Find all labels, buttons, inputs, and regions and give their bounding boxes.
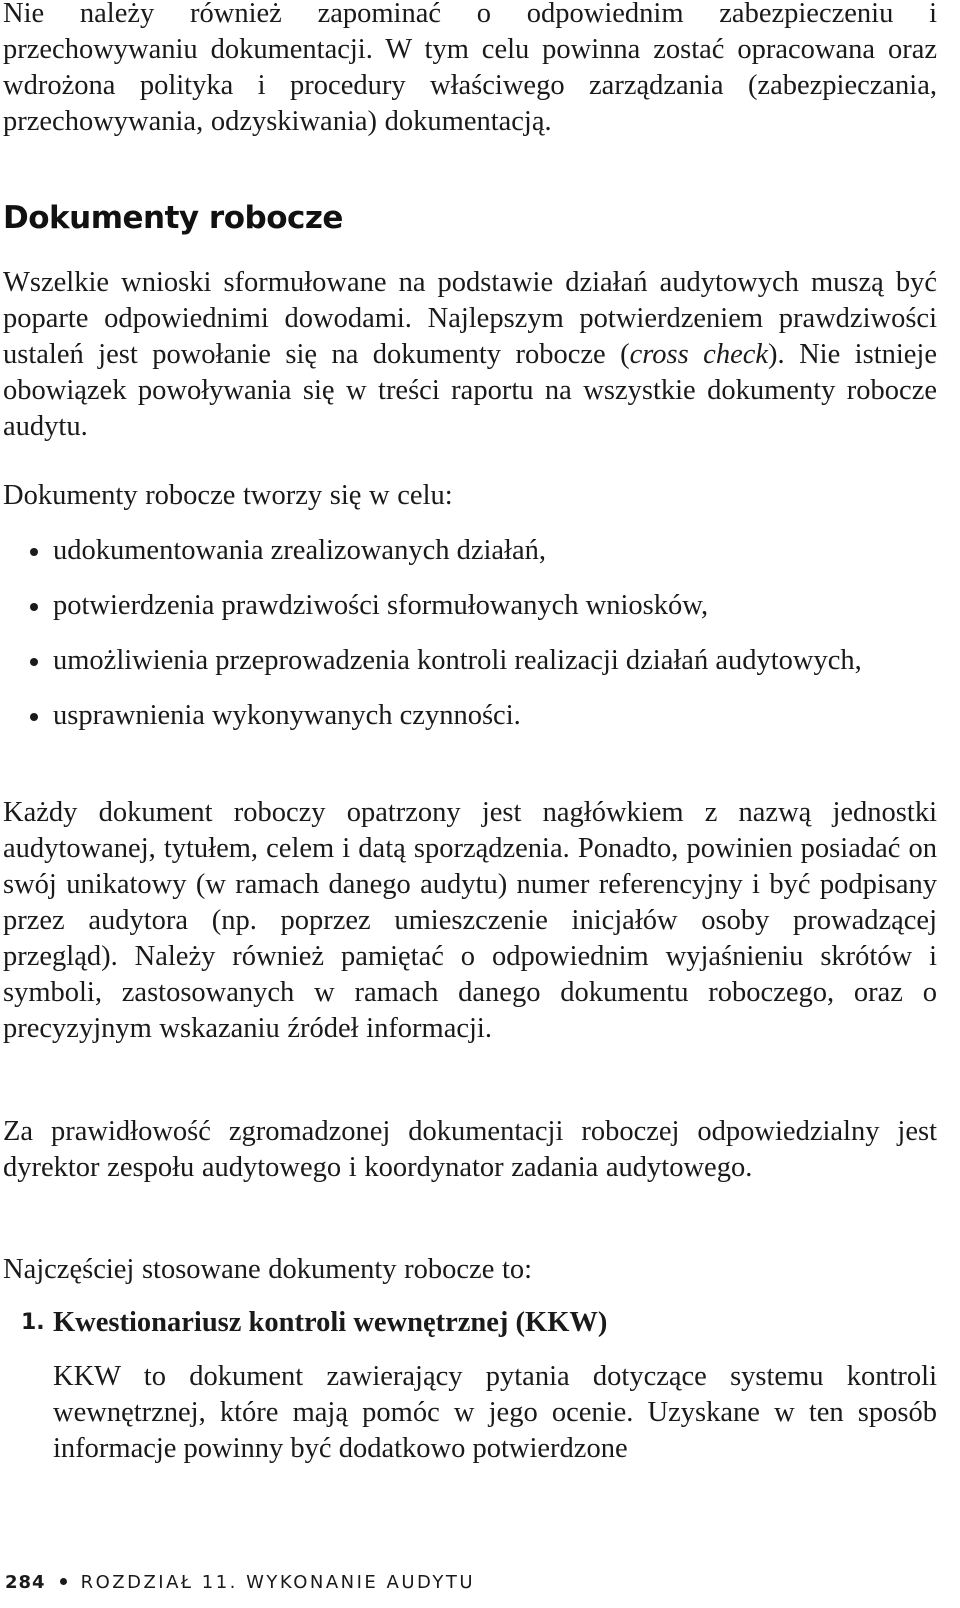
- numbered-item: [3, 1305, 937, 1467]
- section-paragraph-1-text-b: ). Nie istnieje obowiązek powoływania się w treści raportu na wszystkie dokumenty robocze audytu.: [3, 339, 937, 442]
- bullet-list: [3, 533, 937, 734]
- chapter-title: ROZDZIAŁ 11. WYKONANIE AUDYTU: [80, 1572, 476, 1593]
- bullet-icon: [30, 603, 38, 611]
- list-item: [3, 588, 937, 624]
- list-item-text: potwierdzenia prawdziwości sformułowanych wniosków,: [53, 590, 709, 621]
- list-item: [3, 533, 937, 569]
- section-paragraph-1: [3, 265, 937, 445]
- section-paragraph-1-text-a: Wszelkie wnioski sformułowane na podstawie działań audytowych muszą być poparte odpowiednimi dowodami. Najlepszym potwierdzeniem prawdziwości ustaleń jest powołanie się na dokumenty robocze (: [3, 267, 937, 370]
- numbered-item-body: KKW to dokument zawierający pytania dotyczące systemu kontroli wewnętrznej, które mają pomóc w jego ocenie. Uzyskane w ten sposób informacje powinny być dodatkowo potwierdzone: [53, 1361, 937, 1464]
- numbered-item-title: Kwestionariusz kontroli wewnętrznej (KKW): [53, 1307, 608, 1338]
- section-paragraph-4: Najczęściej stosowane dokumenty robocze to:: [3, 1254, 533, 1285]
- bullet-icon: [30, 658, 38, 666]
- section-heading: Dokumenty robocze: [3, 200, 343, 236]
- section-paragraph-2: Każdy dokument roboczy opatrzony jest nagłówkiem z nazwą jednostki audytowanej, tytułem, celem i datą sporządzenia. Ponadto, powinien posiadać on swój unikatowy (w ramach danego audytu) numer referencyjny i być podpisany przez audytora (np. poprzez umieszczenie inicjałów osoby prowadzącej przegląd). Należy również pamiętać o odpowiednim wyjaśnieniu skrótów i symboli, zastosowanych w ramach danego dokumentu roboczego, oraz o precyzyjnym wskazaniu źródeł informacji.: [3, 797, 937, 1044]
- section-paragraph-3: Za prawidłowość zgromadzonej dokumentacji roboczej odpowiedzialny jest dyrektor zespołu audytowego i koordynator zadania audytowego.: [3, 1116, 937, 1183]
- bullet-icon: [30, 548, 38, 556]
- list-item-text: usprawnienia wykonywanych czynności.: [53, 700, 521, 731]
- separator-dot-icon: [60, 1578, 67, 1585]
- numbered-item-number: 1.: [21, 1310, 45, 1335]
- bullet-icon: [30, 713, 38, 721]
- list-item: [3, 643, 937, 679]
- intro-paragraph: Nie należy również zapominać o odpowiednim zabezpieczeniu i przechowywaniu dokumentacji. W tym celu powinna zostać opracowana oraz wdrożona polityka i procedury właściwego zarządzania (zabezpieczania, przechowywania, odzyskiwania) dokumentacją.: [3, 0, 937, 137]
- section-paragraph-1-italic: cross check: [629, 339, 769, 370]
- list-item-text: udokumentowania zrealizowanych działań,: [53, 535, 547, 566]
- list-intro: Dokumenty robocze tworzy się w celu:: [3, 480, 453, 511]
- page-number: 284: [5, 1572, 46, 1593]
- list-item: [3, 698, 937, 734]
- page-footer: [5, 1572, 475, 1594]
- list-item-text: umożliwienia przeprowadzenia kontroli realizacji działań audytowych,: [53, 645, 862, 676]
